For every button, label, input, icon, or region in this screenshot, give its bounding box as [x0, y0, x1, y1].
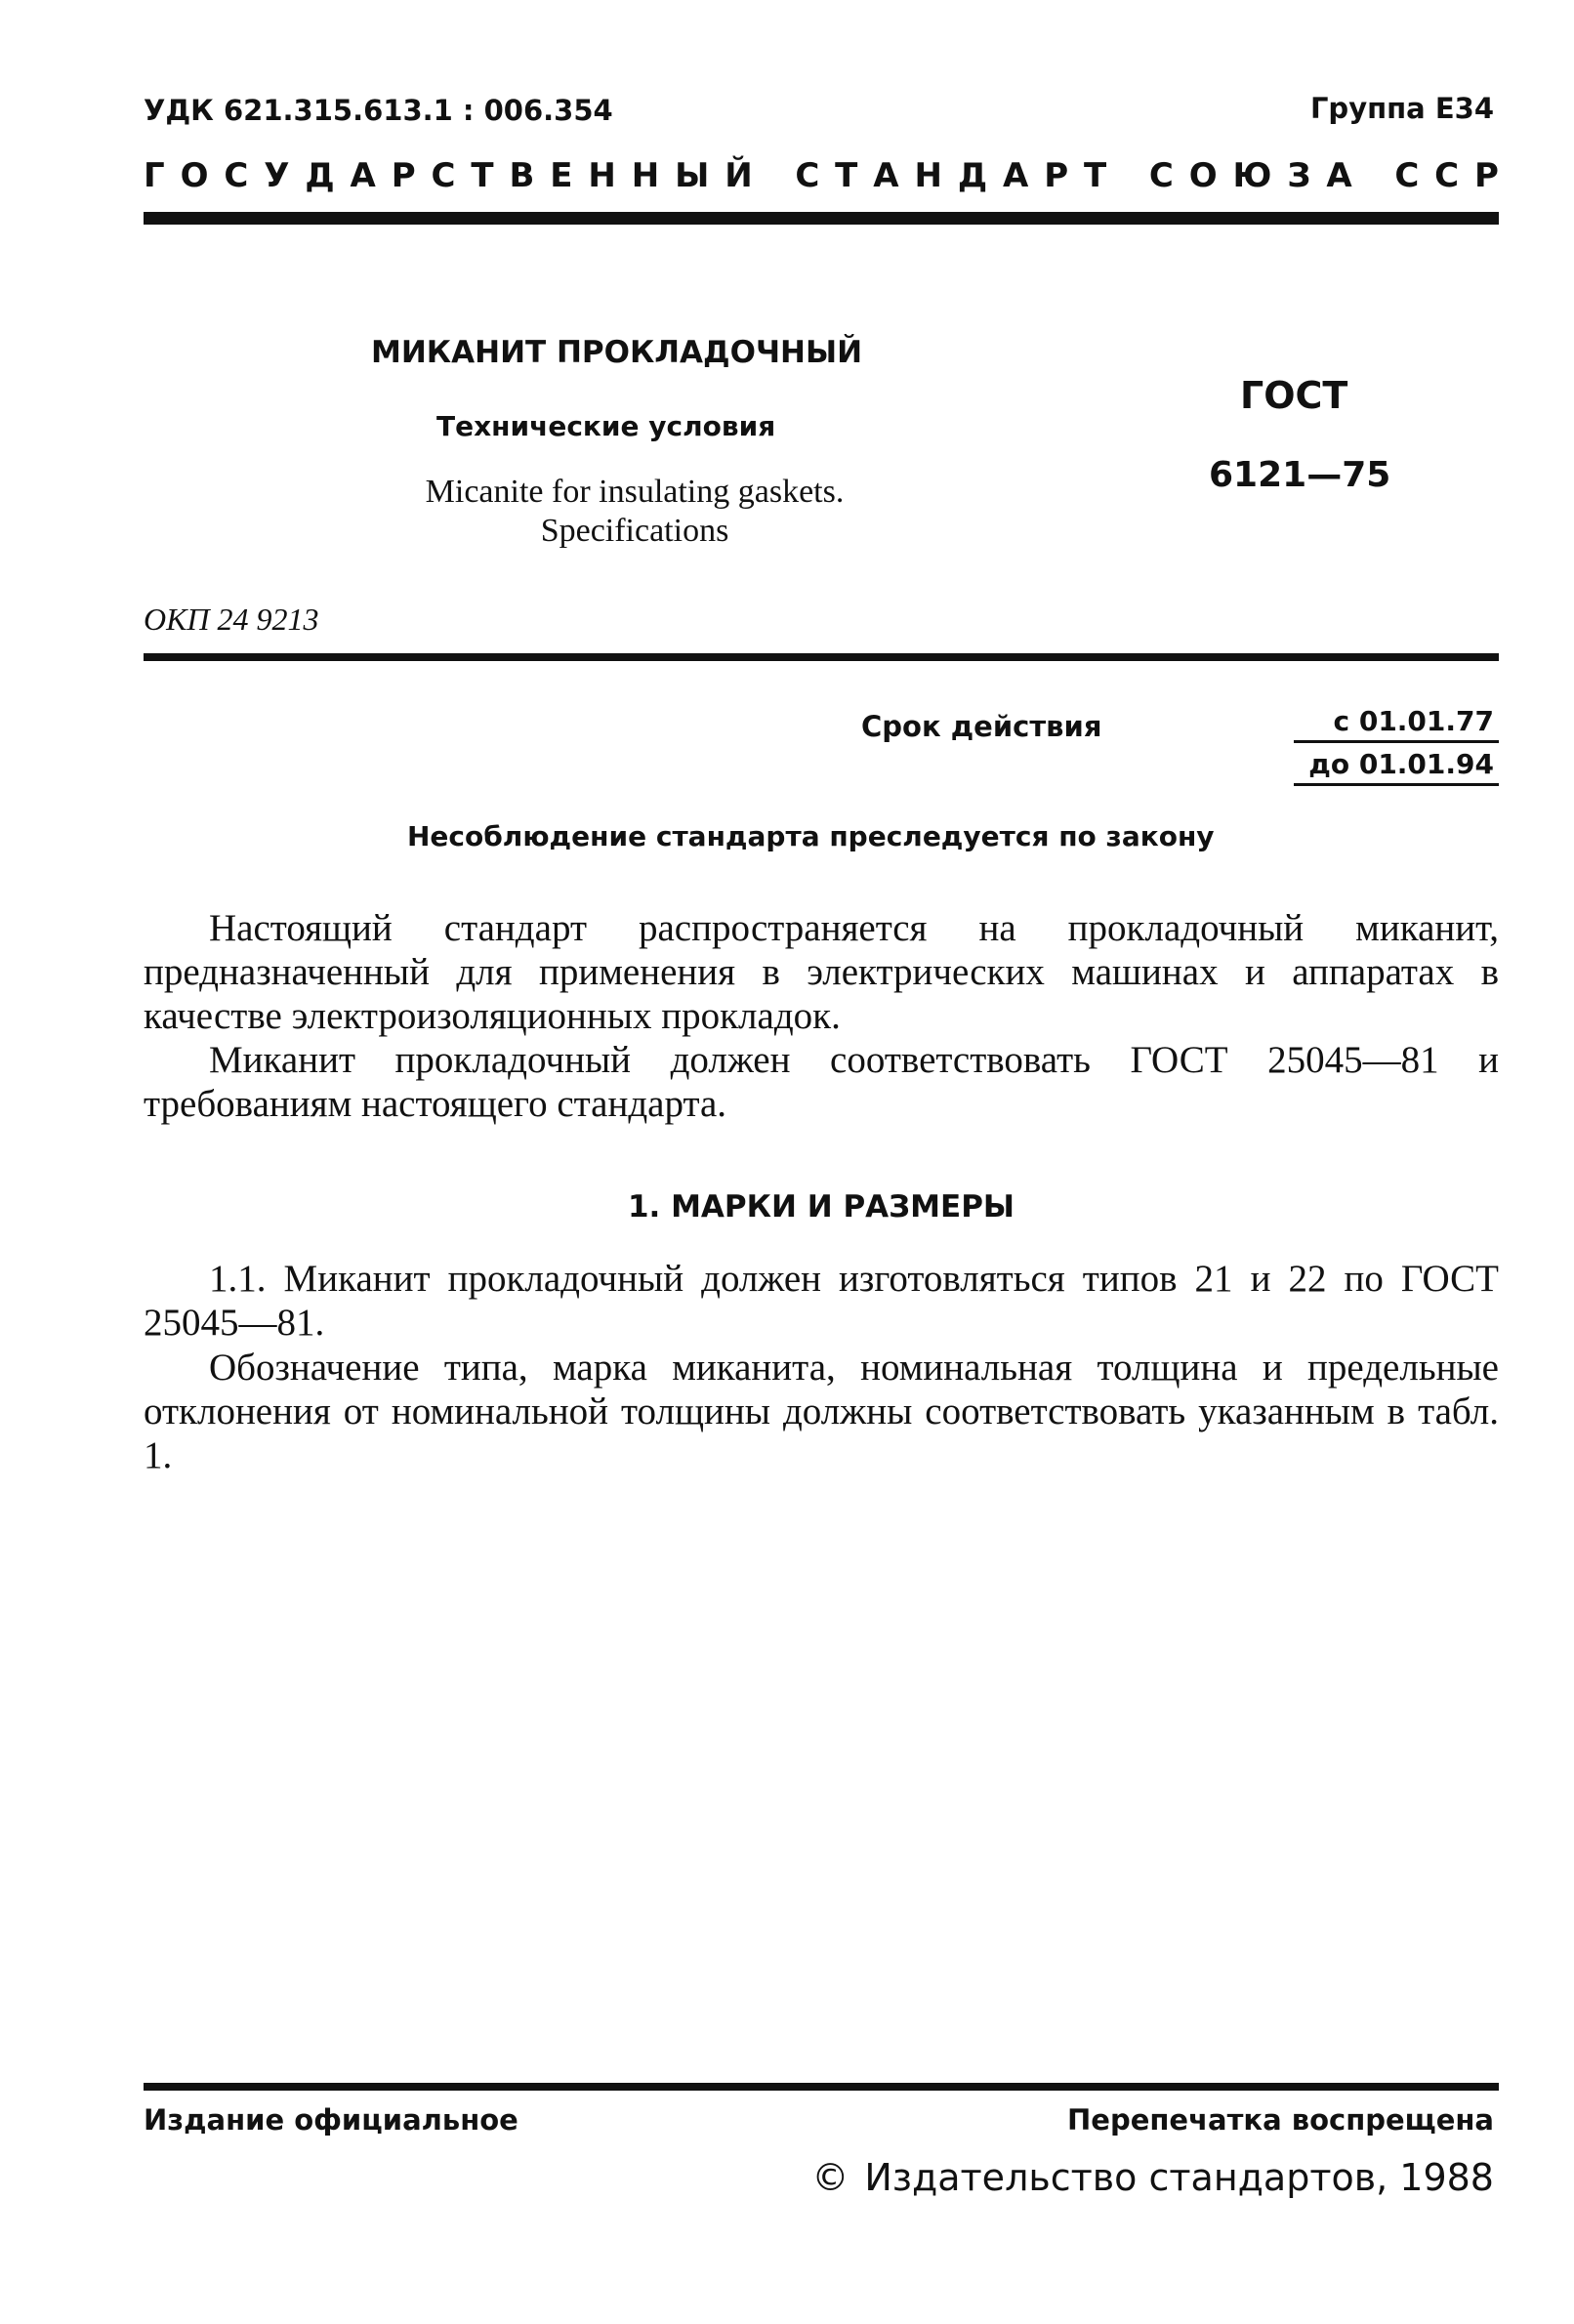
clause-1-1-designation [144, 1346, 1499, 1477]
intro-text-1: Настоящий стандарт распространяется на прокладочный миканит, предназначенный для применения в электрических машинах и аппаратах в качестве электроизоляционных прокладок. [144, 907, 1499, 1037]
heading-letter: Г [144, 156, 165, 195]
section-title: 1. МАРКИ И РАЗМЕРЫ [627, 1189, 1015, 1224]
heading-letter [1368, 156, 1380, 195]
title-block-rule [144, 653, 1499, 661]
edition-note: Издание официальное [144, 2103, 518, 2137]
heading-letter: Р [1044, 156, 1069, 195]
heading-letter: С [795, 156, 820, 195]
heading-letter: С [1148, 156, 1174, 195]
clause-1-1-designation-text: Обозначение типа, марка миканита, номинальная толщина и предельные отклонения от номинальной толщины должны соответствовать указанным в табл. 1. [144, 1347, 1499, 1476]
heading-letter: Н [588, 156, 616, 195]
title-en-line2: Specifications [540, 513, 729, 549]
heading-letter: Й [725, 156, 753, 195]
group-code: Группа Е34 [1309, 92, 1494, 125]
copyright-icon: © [811, 2156, 849, 2199]
state-standard-heading [144, 156, 1499, 195]
header-rule [144, 212, 1499, 225]
standard-title-en [293, 473, 976, 551]
heading-letter: С [1394, 156, 1420, 195]
heading-letter: О [1188, 156, 1218, 195]
standard-title-ru: МИКАНИТ ПРОКЛАДОЧНЫЙ [371, 335, 863, 370]
heading-letter: В [509, 156, 535, 195]
intro-text-2: Миканит прокладочный должен соответствовать ГОСТ 25045—81 и требованиям настоящего стандарта. [144, 1039, 1499, 1125]
heading-letter: С [224, 156, 249, 195]
heading-letter: Т [835, 156, 858, 195]
validity-label: Срок действия [861, 710, 1102, 743]
heading-letter: Д [957, 156, 988, 195]
heading-letter: А [350, 156, 376, 195]
heading-letter: Р [391, 156, 416, 195]
heading-letter: У [264, 156, 290, 195]
valid-to-date: до 01.01.94 [1308, 748, 1494, 780]
title-en-line1: Micanite for insulating gaskets. [425, 474, 845, 510]
heading-letter: Н [631, 156, 660, 195]
heading-letter: А [1003, 156, 1029, 195]
gost-label: ГОСТ [1240, 374, 1348, 417]
heading-letter: А [873, 156, 899, 195]
intro-paragraph-1 [144, 906, 1499, 1038]
heading-letter: Ы [675, 156, 710, 195]
reprint-note: Перепечатка воспрещена [1067, 2103, 1494, 2137]
copyright-text: Издательство стандартов, 1988 [864, 2156, 1494, 2199]
standard-subtitle-ru: Технические условия [436, 410, 776, 442]
heading-letter: О [180, 156, 209, 195]
date-rule-2 [1294, 783, 1499, 786]
heading-letter: С [1434, 156, 1460, 195]
heading-letter [1122, 156, 1134, 195]
valid-from-date: с 01.01.77 [1333, 705, 1494, 737]
heading-letter: Т [1084, 156, 1107, 195]
gost-number: 6121—75 [1209, 455, 1391, 495]
date-rule-1 [1294, 740, 1499, 743]
heading-letter: Т [471, 156, 494, 195]
udk-code: УДК 621.315.613.1 : 006.354 [144, 94, 613, 127]
heading-letter [768, 156, 780, 195]
heading-letter: З [1287, 156, 1311, 195]
heading-letter: Д [305, 156, 335, 195]
heading-letter: Е [550, 156, 573, 195]
heading-letter: Ю [1232, 156, 1272, 195]
heading-letter: Р [1474, 156, 1499, 195]
heading-letter: А [1326, 156, 1352, 195]
clause-1-1 [144, 1257, 1499, 1345]
footer-rule [144, 2083, 1499, 2091]
heading-letter: С [431, 156, 456, 195]
intro-paragraph-2 [144, 1038, 1499, 1126]
heading-letter: Н [914, 156, 942, 195]
okp-code: ОКП 24 9213 [144, 602, 319, 637]
law-notice: Несоблюдение стандарта преследуется по закону [407, 820, 1215, 852]
clause-1-1-text: 1.1. Миканит прокладочный должен изготовляться типов 21 и 22 по ГОСТ 25045—81. [144, 1258, 1499, 1344]
copyright-line [811, 2156, 1494, 2199]
